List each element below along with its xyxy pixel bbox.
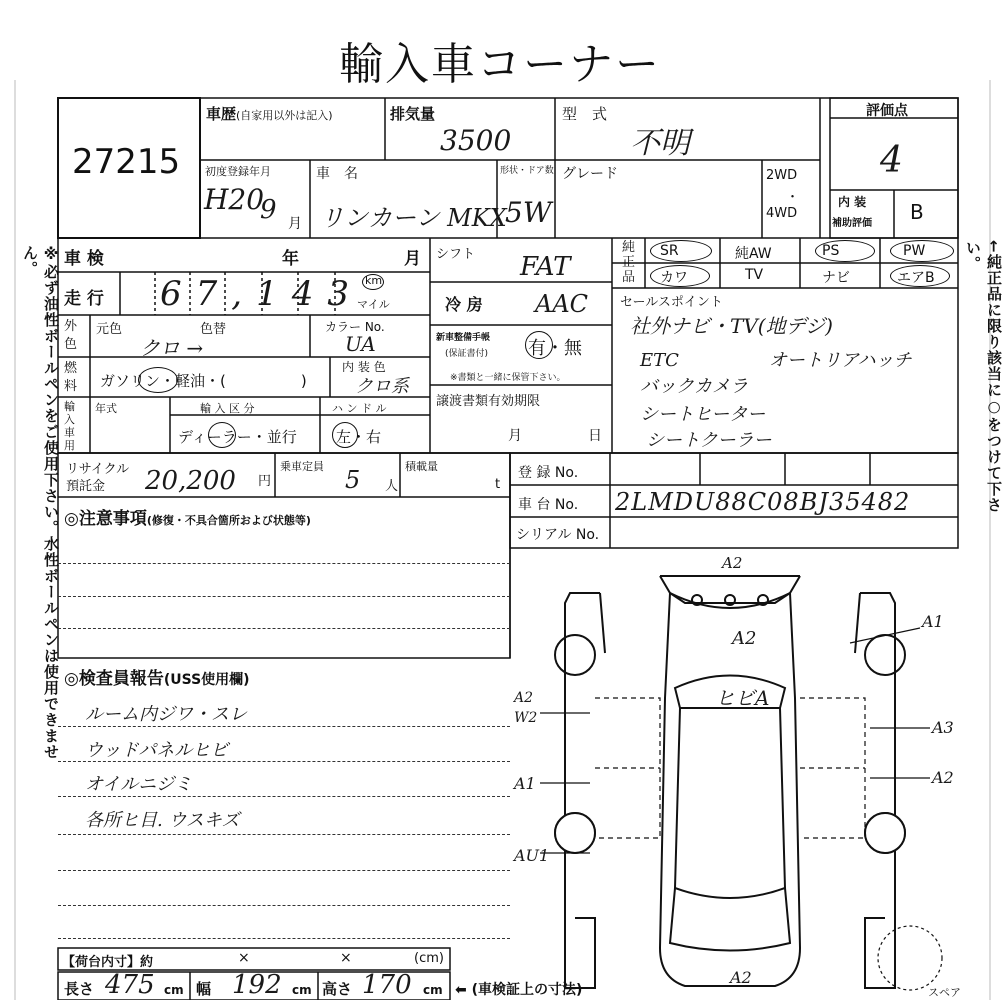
import-side: 輸入車用 bbox=[64, 400, 75, 452]
interior-label-2: 補助評価 bbox=[832, 218, 872, 229]
ac-value: AAC bbox=[535, 290, 589, 318]
report-line bbox=[58, 796, 510, 797]
capacity-unit: 人 bbox=[385, 479, 399, 494]
equip-ps: PS bbox=[822, 243, 840, 259]
capacity-label: 乗車定員 bbox=[280, 460, 324, 473]
mileage-label: 走 行 bbox=[64, 289, 104, 309]
first-registration-label: 初度登録年月 bbox=[205, 165, 271, 178]
equip-aw: 純AW bbox=[735, 246, 772, 262]
mark-right-door-1: A3 bbox=[932, 718, 954, 737]
fuel-selected-circle bbox=[138, 367, 178, 393]
equip-sr: SR bbox=[660, 243, 679, 259]
sales-point-4: シートヒーター bbox=[640, 404, 766, 425]
mark-left-fender-2: W2 bbox=[514, 710, 538, 726]
recycle-label-1: リサイクル bbox=[66, 462, 130, 477]
mark-hood: A2 bbox=[732, 628, 757, 649]
report-line bbox=[58, 726, 510, 727]
sales-point-2: ETC オートリアハッチ bbox=[640, 350, 912, 371]
cargo-unit: (cm) bbox=[414, 951, 444, 966]
width-unit: cm bbox=[292, 983, 312, 997]
maintenance-sub: (保証書付) bbox=[445, 349, 489, 359]
width-label: 幅 bbox=[196, 980, 212, 998]
import-year-label: 年式 bbox=[95, 402, 117, 415]
report-line bbox=[58, 905, 510, 906]
first-registration-month: 9 bbox=[260, 195, 277, 225]
first-registration-year: H20 bbox=[204, 183, 265, 216]
recycle-label-2: 預託金 bbox=[66, 479, 106, 494]
height-label: 高さ bbox=[322, 980, 353, 998]
inspection-month-unit: 月 bbox=[404, 249, 421, 269]
ac-label: 冷 房 bbox=[445, 295, 483, 314]
registration-label: 登 録 No. bbox=[518, 465, 579, 481]
displacement-value: 3500 bbox=[440, 124, 512, 157]
maintenance-selected-circle bbox=[525, 331, 553, 359]
exterior-orig-label: 元色 bbox=[96, 322, 123, 337]
inspection-label: 車 検 bbox=[64, 249, 104, 269]
length-unit: cm bbox=[164, 983, 184, 997]
exterior-color-side: 外色 bbox=[64, 319, 78, 352]
dimensions-note: ⬅ (車検証上の寸法) bbox=[455, 982, 583, 998]
interior-value: B bbox=[910, 200, 924, 224]
cargo-x2: × bbox=[340, 950, 352, 966]
load-label: 積載量 bbox=[405, 460, 438, 473]
mark-front-right: A1 bbox=[922, 612, 944, 631]
interior-label-1: 内 装 bbox=[838, 195, 867, 209]
left-fender-top bbox=[600, 593, 605, 653]
mark-rear-left: AU1 bbox=[514, 846, 550, 865]
inspection-year-unit: 年 bbox=[282, 249, 299, 269]
score-value: 4 bbox=[880, 140, 903, 181]
body-doors-value: 5W bbox=[505, 196, 552, 229]
fuel-options: ガソリン・軽油・( ) bbox=[100, 372, 307, 390]
length-label: 長さ bbox=[64, 980, 95, 998]
drive-4wd: 4WD bbox=[766, 206, 798, 221]
roof-lines bbox=[675, 708, 785, 888]
car-name-value: リンカーン MKX bbox=[320, 204, 507, 232]
handle-label: ハ ン ド ル bbox=[332, 402, 387, 415]
cargo-label: 【荷台内寸】約 bbox=[62, 955, 154, 970]
load-unit: t bbox=[495, 477, 501, 492]
mark-windshield: ヒビA bbox=[715, 686, 770, 710]
report-line bbox=[58, 938, 510, 939]
model-type-label: 型 式 bbox=[562, 105, 608, 123]
car-name-label: 車 名 bbox=[316, 166, 358, 182]
transfer-day: 日 bbox=[588, 428, 602, 444]
import-class-options: ディーラー・並行 bbox=[178, 428, 297, 446]
drive-2wd: 2WD bbox=[766, 168, 798, 183]
width-value: 192 bbox=[232, 970, 282, 1000]
color-code-value: UA bbox=[345, 332, 376, 356]
score-label: 評価点 bbox=[866, 103, 908, 119]
inspector-line-4: 各所ヒ目. ウスキズ bbox=[85, 810, 240, 831]
sales-point-5: シートクーラー bbox=[646, 430, 772, 451]
import-selected-circle bbox=[208, 422, 236, 448]
report-line bbox=[58, 834, 510, 835]
page-title: 輸入車コーナー bbox=[339, 39, 661, 90]
note-line bbox=[58, 596, 510, 597]
mark-left-fender: A2 bbox=[514, 690, 534, 706]
wheel-fr bbox=[865, 635, 905, 675]
lot-number: 27215 bbox=[72, 142, 181, 182]
serial-label: シリアル No. bbox=[516, 527, 600, 543]
cargo-x1: × bbox=[238, 950, 250, 966]
ps-circle bbox=[815, 240, 875, 262]
shift-label: シフト bbox=[436, 247, 476, 262]
airbag-circle bbox=[890, 265, 950, 287]
equip-navi: ナビ bbox=[822, 270, 850, 286]
first-registration-month-unit: 月 bbox=[288, 216, 302, 232]
right-fender-top bbox=[855, 593, 860, 653]
equip-leather: カワ bbox=[660, 270, 688, 286]
inspector-line-1: ルーム内ジワ・スレ bbox=[85, 704, 247, 725]
equip-tv: TV bbox=[745, 267, 764, 283]
notes-label: ◎注意事項(修復・不具合箇所および状態等) bbox=[64, 509, 311, 529]
color-code-label: カラー No. bbox=[325, 320, 385, 334]
transfer-month: 月 bbox=[508, 428, 522, 444]
mark-rear: A2 bbox=[730, 968, 752, 987]
import-class-label: 輸 入 区 分 bbox=[200, 402, 255, 415]
inspector-label: ◎検査員報告(USS使用欄) bbox=[64, 669, 250, 689]
mark-right-door-2: A2 bbox=[932, 768, 954, 787]
recycle-unit: 円 bbox=[258, 474, 272, 489]
left-notice: ※必ず油性ボールペンをご使用下さい。水性ボールペンは使用できません。 bbox=[21, 245, 60, 760]
interior-color-label: 内 装 色 bbox=[342, 360, 386, 374]
report-line bbox=[58, 761, 510, 762]
chassis-label: 車 台 No. bbox=[518, 497, 579, 513]
spare-label: スペア bbox=[928, 986, 961, 999]
report-line bbox=[58, 870, 510, 871]
note-line bbox=[58, 563, 510, 564]
fuel-side: 燃料 bbox=[64, 361, 78, 394]
handle-options: 左・右 bbox=[336, 428, 382, 446]
mileage-unit-mile: マイル bbox=[357, 298, 390, 311]
model-type-value: 不明 bbox=[630, 126, 690, 161]
height-value: 170 bbox=[362, 970, 412, 1000]
pw-circle bbox=[890, 240, 954, 262]
length-value: 475 bbox=[105, 970, 155, 1000]
maintenance-note: ※書類と一緒に保管下さい。 bbox=[450, 373, 566, 383]
exterior-orig-value: クロ → bbox=[140, 336, 204, 360]
transfer-label: 譲渡書類有効期限 bbox=[436, 394, 541, 409]
body-doors-label: 形状・ドア数 bbox=[500, 166, 554, 176]
sales-points-label: セールスポイント bbox=[620, 295, 723, 310]
drive-dot: ・ bbox=[786, 190, 800, 205]
inspector-line-3: オイルニジミ bbox=[85, 774, 193, 795]
height-unit: cm bbox=[423, 983, 443, 997]
sr-circle bbox=[650, 240, 712, 262]
interior-color-value: クロ系 bbox=[355, 376, 409, 397]
grade-label: グレード bbox=[562, 166, 618, 182]
wheel-fl bbox=[555, 635, 595, 675]
mark-left-door: A1 bbox=[514, 774, 536, 793]
recycle-value: 20,200 bbox=[145, 466, 236, 496]
note-line bbox=[58, 628, 510, 629]
shift-value: FAT bbox=[520, 252, 571, 282]
body-outline bbox=[660, 593, 800, 986]
mark-front: A2 bbox=[722, 554, 743, 572]
mileage-unit-km: km bbox=[365, 274, 383, 287]
leather-circle bbox=[650, 265, 710, 287]
history-label: 車歴(自家用以外は記入) bbox=[206, 105, 333, 123]
spare-tire bbox=[878, 926, 942, 990]
maintenance-options: 有・無 bbox=[528, 338, 582, 359]
inspector-line-2: ウッドパネルヒビ bbox=[85, 740, 229, 761]
maintenance-label: 新車整備手帳 bbox=[436, 333, 491, 343]
chassis-value: 2LMDU88C08BJ35482 bbox=[615, 488, 911, 516]
sales-point-3: バックカメラ bbox=[640, 376, 748, 397]
equip-airbag: エアB bbox=[897, 270, 935, 286]
handle-selected-circle bbox=[332, 422, 358, 448]
equip-pw: PW bbox=[903, 243, 926, 259]
exterior-change-label: 色替 bbox=[200, 322, 227, 337]
displacement-label: 排気量 bbox=[390, 105, 436, 123]
capacity-value: 5 bbox=[345, 466, 361, 494]
equipment-side: 純正品 bbox=[622, 240, 636, 285]
rear-window bbox=[670, 888, 790, 951]
sales-point-1: 社外ナビ・TV(地デジ) bbox=[630, 314, 833, 338]
mileage-value: 67,143 bbox=[160, 274, 363, 314]
right-notice: ←純正品に限り該当に○をつけて下さい。 bbox=[964, 240, 1003, 513]
